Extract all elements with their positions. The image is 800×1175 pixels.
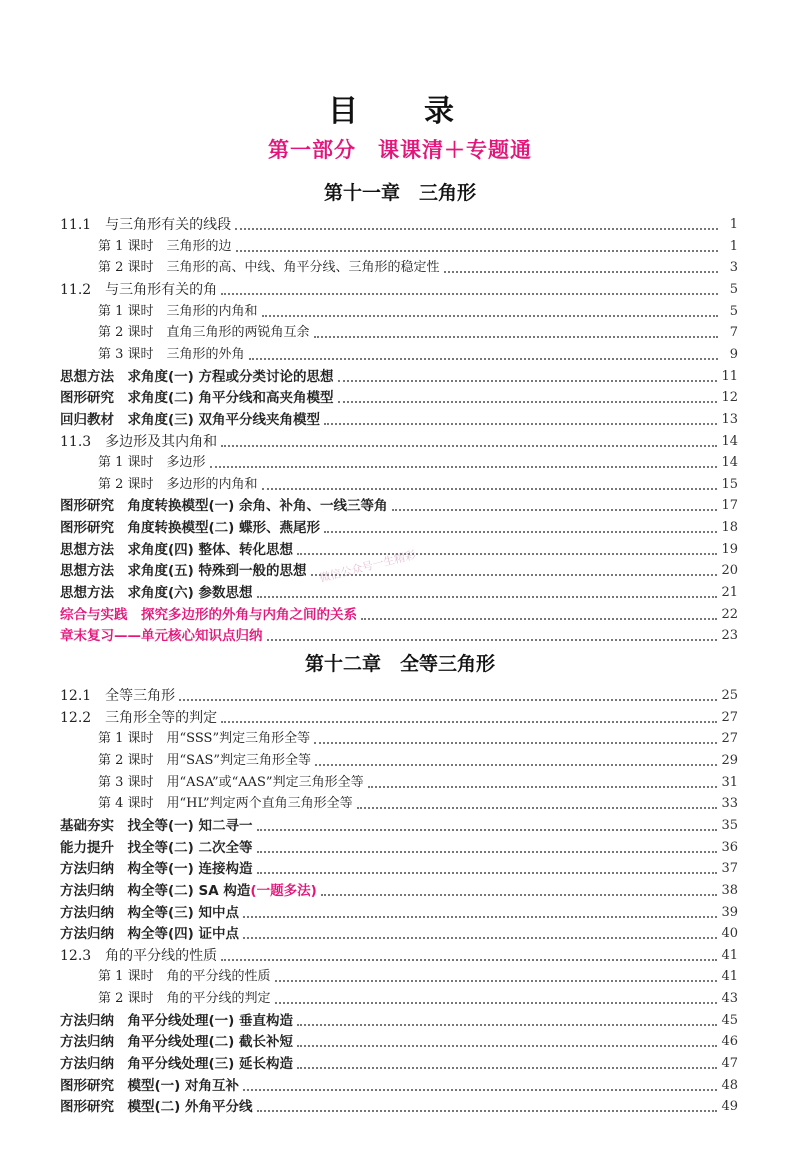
page-number: 22 [721,606,738,622]
dot-leader [361,618,717,620]
page-title: 目 录 [328,94,472,129]
toc-entry-title [60,627,263,645]
toc-entry[interactable] [60,1075,738,1095]
toc-entry-text: 方法归纳 构全等(一) 连接构造 [60,861,253,878]
toc-entry-title [98,968,271,986]
toc-entry-title [98,774,364,792]
page-number: 35 [721,817,738,833]
watermark-text: 微信公众号一生精彩 [318,548,418,585]
toc-entry-text: 第 1 课时 三角形的内角和 [98,303,258,319]
dot-leader [243,916,717,918]
toc-entry-text: 能力提升 找全等(二) 二次全等 [60,839,253,856]
toc-entry-title [60,925,239,943]
page-number: 40 [721,926,738,942]
toc-entry-title [60,1098,253,1116]
page-number: 48 [721,1077,738,1093]
toc-entry-text: 12.1 全等三角形 [60,688,176,704]
toc-entry[interactable] [60,837,738,857]
dot-leader [324,531,717,533]
toc-entry-text: 思想方法 求角度(六) 参数思想 [60,585,253,602]
dot-leader [243,1089,717,1091]
dot-leader [297,1045,717,1047]
page-number: 31 [721,774,738,790]
page-number: 41 [721,969,738,985]
toc-entry-text: 12.3 角的平分线的性质 [60,947,218,964]
dot-leader [314,336,718,338]
dot-leader [257,829,718,831]
toc-entry[interactable] [60,685,738,705]
toc-entry[interactable] [60,1031,738,1051]
page-number: 39 [721,904,738,920]
toc-entry[interactable] [60,214,738,234]
page-number: 14 [721,455,738,471]
page-number: 36 [721,839,738,855]
dot-leader [275,980,718,982]
page-number: 45 [721,1012,738,1028]
chapter-title: 第十一章 三角形 [323,182,476,204]
toc-entry-text: 第 4 课时 用“HL”判定两个直角三角形全等 [98,796,353,812]
toc-entry[interactable] [98,322,738,342]
dot-leader [392,509,718,511]
toc-entry-title [98,259,440,277]
toc-entry-title [98,752,311,770]
page-number: 12 [721,390,738,406]
toc-entry[interactable] [60,625,738,645]
toc-entry[interactable] [98,728,738,748]
toc-entry[interactable] [98,257,738,277]
toc-entry-title [60,947,217,965]
page-number: 5 [729,303,738,319]
dot-leader [257,596,718,598]
dot-leader [297,553,717,555]
toc-entry[interactable] [60,858,738,878]
toc-entry-title [98,454,206,472]
dot-leader [262,315,718,317]
toc-entry-text: 图形研究 角度转换模型(一) 余角、补角、一线三等角 [60,498,388,515]
toc-entry[interactable] [60,539,738,559]
page-number: 49 [721,1099,738,1115]
toc-entry[interactable] [60,604,738,624]
dot-leader [235,228,718,230]
toc-entry-text: 回归教材 求角度(三) 双角平分线夹角模型 [60,411,321,428]
toc-entry-text: 第 1 课时 多边形 [98,455,206,471]
toc-entry[interactable] [60,431,738,451]
toc-entry-text: 思想方法 求角度(一) 方程或分类讨论的思想 [60,368,334,385]
toc-entry-text: 第 1 课时 角的平分线的性质 [98,969,271,985]
page-number: 23 [721,628,738,644]
dot-leader [275,1002,718,1004]
toc-entry-title [60,860,253,878]
toc-entry[interactable] [60,560,738,580]
toc-entry-title [60,541,293,559]
toc-entry[interactable] [98,750,738,770]
toc-entry-title [98,795,353,813]
page-number: 18 [721,520,738,536]
page-number: 1 [729,217,738,232]
toc-entry[interactable] [98,301,738,321]
page-number: 14 [721,433,738,449]
toc-entry-text: 11.1 与三角形有关的线段 [60,217,232,233]
page-number: 21 [721,585,738,601]
toc-entry-text: 方法归纳 角平分线处理(一) 垂直构造 [60,1012,294,1029]
toc-entry[interactable] [60,409,738,429]
dot-leader [297,1024,717,1026]
toc-entry-title [60,709,217,727]
dot-leader [321,894,718,896]
toc-entry-text: 图形研究 求角度(二) 角平分线和高夹角模型 [60,390,334,407]
dot-leader [210,466,718,468]
toc-entry-text: 综合与实践 探究多边形的外角与内角之间的关系 [60,606,357,623]
dot-leader [179,699,717,701]
page-number: 20 [721,563,738,579]
toc-entry-text: 思想方法 求角度(四) 整体、转化思想 [60,541,294,558]
toc-entry[interactable] [60,279,738,299]
dot-leader [324,423,717,425]
toc-entry[interactable] [60,1053,738,1073]
dot-leader [338,401,718,403]
toc-entry-title [60,584,253,602]
toc-entry-text: 第 1 课时 三角形的边 [98,238,232,254]
page-number: 29 [721,752,738,768]
dot-leader [368,786,718,788]
page-number: 11 [721,368,738,384]
dot-leader [262,488,718,490]
dot-leader [236,250,718,252]
dot-leader [338,380,718,382]
toc-entry-text: 方法归纳 构全等(二) SA 构造 [60,882,251,899]
page-number: 33 [721,796,738,812]
toc-entry-title [60,368,334,386]
toc-entry-title [60,1055,293,1073]
dot-leader [314,742,717,744]
toc-entry-text: 图形研究 模型(二) 外角平分线 [60,1099,253,1116]
toc-entry-text: 第 2 课时 多边形的内角和 [98,476,258,492]
toc-entry-text: 方法归纳 角平分线处理(二) 截长补短 [60,1034,294,1051]
page-number: 19 [721,541,738,557]
page-number: 37 [721,861,738,877]
toc-entry-text: 方法归纳 构全等(三) 知中点 [60,904,240,921]
toc-entry-text: 图形研究 角度转换模型(二) 蝶形、燕尾形 [60,520,321,537]
toc-entry[interactable] [60,945,738,965]
dot-leader [444,271,718,273]
page-number: 41 [721,947,738,963]
toc-entry-title [98,990,271,1008]
page-number: 46 [721,1034,738,1050]
toc-entry-title [60,389,334,407]
dot-leader [257,872,718,874]
toc-entry[interactable] [60,880,738,900]
toc-entry[interactable] [60,1096,738,1116]
toc-entry-text: 第 2 课时 角的平分线的判定 [98,991,271,1007]
toc-entry-text: 图形研究 模型(一) 对角互补 [60,1077,240,1094]
toc-entry[interactable] [60,902,738,922]
toc-entry[interactable] [98,344,738,364]
toc-entry-text: 思想方法 求角度(五) 特殊到一般的思想 [60,563,307,580]
toc-entry-highlight: (一题多法) [250,882,317,899]
page-number: 9 [729,346,738,362]
toc-entry-title [60,562,307,580]
toc-entry-title [98,303,258,321]
dot-leader [297,1067,717,1069]
page-number: 27 [721,709,738,725]
page-number: 3 [729,260,738,276]
toc-entry-title [60,882,317,900]
toc-entry-title [60,1033,293,1051]
toc-entry-title [60,1077,239,1095]
toc-entry-text: 11.3 多边形及其内角和 [60,433,218,450]
toc-entry[interactable] [60,366,738,386]
page-number: 1 [729,238,738,254]
toc-entry[interactable] [60,582,738,602]
toc-entry-text: 基础夯实 找全等(一) 知二寻一 [60,817,253,834]
toc-entry[interactable] [60,707,738,727]
dot-leader [257,1110,718,1112]
toc-entry-text: 第 3 课时 用“ASA”或“AAS”判定三角形全等 [98,774,364,790]
dot-leader [357,807,718,809]
toc-entry-text: 第 2 课时 三角形的高、中线、角平分线、三角形的稳定性 [98,260,440,276]
toc-entry-text: 第 2 课时 直角三角形的两锐角互余 [98,325,310,341]
toc-entry-title [60,433,217,451]
toc-entry-text: 12.2 三角形全等的判定 [60,709,218,726]
dot-leader [243,937,717,939]
toc-entry[interactable] [98,452,738,472]
page-number: 5 [729,281,738,297]
toc-entry[interactable] [98,988,738,1008]
page-number: 43 [721,991,738,1007]
toc-entry-title [60,411,320,429]
dot-leader [311,574,718,576]
page-number: 27 [721,731,738,747]
toc-entry-title [98,238,232,256]
dot-leader [315,764,717,766]
page-number: 38 [721,882,738,898]
toc-entry[interactable] [98,772,738,792]
toc-entry-title [60,281,217,299]
toc-entry-title [98,476,258,494]
toc-entry[interactable] [98,793,738,813]
page-number: 7 [729,325,738,341]
page-number: 47 [721,1056,738,1072]
dot-leader [221,959,717,961]
toc-entry[interactable] [98,474,738,494]
dot-leader [249,358,718,360]
toc-entry-text: 11.2 与三角形有关的角 [60,281,218,298]
toc-entry-text: 方法归纳 构全等(四) 证中点 [60,926,240,943]
toc-entry-text: 章末复习——单元核心知识点归纳 [60,628,263,645]
toc-entry-title [60,817,253,835]
chapter-title: 第十二章 全等三角形 [304,653,495,675]
toc-entry[interactable] [60,1010,738,1030]
toc-entry-title [60,904,239,922]
toc-entry-text: 第 3 课时 三角形的外角 [98,346,245,362]
toc-entry[interactable] [60,815,738,835]
toc-entry[interactable] [60,923,738,943]
toc-entry-text: 方法归纳 角平分线处理(三) 延长构造 [60,1056,294,1073]
toc-entry[interactable] [98,966,738,986]
dot-leader [257,851,718,853]
page-number: 17 [721,498,738,514]
dot-leader [221,445,717,447]
toc-entry-title [60,497,388,515]
toc-entry-text: 第 2 课时 用“SAS”判定三角形全等 [98,752,312,768]
toc-entry[interactable] [60,495,738,515]
dot-leader [221,721,717,723]
toc-entry-text: 第 1 课时 用“SSS”判定三角形全等 [98,731,311,747]
toc-entry-title [60,687,175,705]
toc-entry-title [98,324,310,342]
toc-entry[interactable] [60,517,738,537]
toc-entry-title [60,839,253,857]
page-number: 15 [721,476,738,492]
part-title: 第一部分 课课清＋专题通 [268,138,532,162]
dot-leader [221,293,718,295]
toc-entry-title [60,216,231,234]
toc-entry-title [98,346,245,364]
toc-entry[interactable] [98,236,738,256]
toc-entry[interactable] [60,387,738,407]
toc-entry-title [60,519,320,537]
toc-entry-title [60,1012,293,1030]
dot-leader [267,639,718,641]
toc-entry-title [60,606,357,624]
page-number: 13 [721,411,738,427]
page-number: 25 [721,688,738,703]
toc-entry-title [98,730,310,748]
